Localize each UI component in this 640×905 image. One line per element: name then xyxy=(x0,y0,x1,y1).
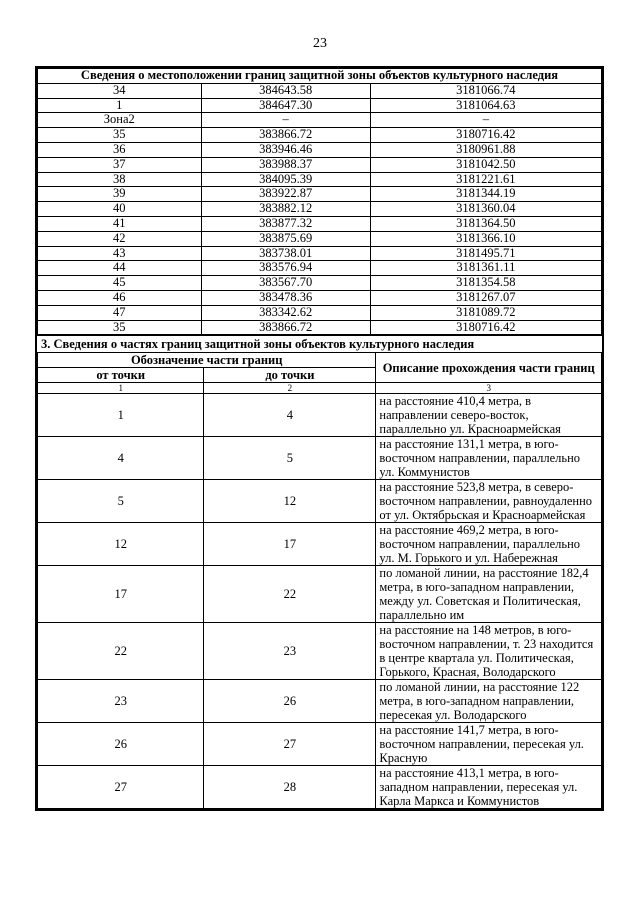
boundary-part-row xyxy=(38,680,602,723)
from-point: 5 xyxy=(38,480,204,523)
coordinates-heading: Сведения о местоположении границ защитной зоны объектов культурного наследия xyxy=(38,69,602,84)
coordinate-x: 383567.70 xyxy=(201,276,370,291)
document-table xyxy=(35,66,604,811)
coordinate-point: 42 xyxy=(38,231,202,246)
coordinate-x: 383875.69 xyxy=(201,231,370,246)
coordinate-point: 41 xyxy=(38,216,202,231)
coordinate-y: – xyxy=(370,113,601,128)
coordinate-y: 3181221.61 xyxy=(370,172,601,187)
from-point: 23 xyxy=(38,680,204,723)
coordinate-row xyxy=(38,261,602,276)
coordinate-x: 383877.32 xyxy=(201,216,370,231)
coordinate-point: 39 xyxy=(38,187,202,202)
coordinate-y: 3181495.71 xyxy=(370,246,601,261)
header-to-point: до точки xyxy=(204,368,376,383)
from-point: 12 xyxy=(38,523,204,566)
to-point: 22 xyxy=(204,566,376,623)
to-point: 4 xyxy=(204,394,376,437)
coordinate-y: 3181064.63 xyxy=(370,98,601,113)
coordinate-point: Зона2 xyxy=(38,113,202,128)
coordinate-x: 384095.39 xyxy=(201,172,370,187)
coordinate-y: 3181267.07 xyxy=(370,290,601,305)
coordinate-x: 383866.72 xyxy=(201,128,370,143)
coordinate-y: 3181354.58 xyxy=(370,276,601,291)
coordinate-point: 35 xyxy=(38,320,202,335)
to-point: 12 xyxy=(204,480,376,523)
coordinate-x: 383882.12 xyxy=(201,202,370,217)
header-boundary-designation: Обозначение части границ xyxy=(38,353,376,368)
header-from-point: от точки xyxy=(38,368,204,383)
coordinate-row xyxy=(38,113,602,128)
coordinate-y: 3181364.50 xyxy=(370,216,601,231)
coordinate-point: 36 xyxy=(38,142,202,157)
part-description: на расстояние 413,1 метра, в юго-западном направлении, пересекая ул. Карла Маркса и Коммунистов xyxy=(376,766,602,809)
coordinate-x: 383478.36 xyxy=(201,290,370,305)
from-point: 22 xyxy=(38,623,204,680)
coordinate-x: 384643.58 xyxy=(201,83,370,98)
to-point: 26 xyxy=(204,680,376,723)
coordinate-x: 383866.72 xyxy=(201,320,370,335)
coordinate-y: 3181360.04 xyxy=(370,202,601,217)
coordinate-point: 38 xyxy=(38,172,202,187)
coordinate-x: 383576.94 xyxy=(201,261,370,276)
coordinate-row xyxy=(38,246,602,261)
coordinate-row xyxy=(38,142,602,157)
part-description: на расстояние на 148 метров, в юго-восточном направлении, т. 23 находится в центре квартала ул. Политическая, Горького, Красная, Володарского xyxy=(376,623,602,680)
coordinate-point: 43 xyxy=(38,246,202,261)
coordinate-point: 44 xyxy=(38,261,202,276)
boundary-part-row xyxy=(38,766,602,809)
coordinate-x: 383922.87 xyxy=(201,187,370,202)
from-point: 26 xyxy=(38,723,204,766)
coordinate-point: 46 xyxy=(38,290,202,305)
to-point: 28 xyxy=(204,766,376,809)
part-description: на расстояние 410,4 метра, в направлении северо-восток, параллельно ул. Красноармейская xyxy=(376,394,602,437)
coordinate-y: 3180716.42 xyxy=(370,320,601,335)
part-description: на расстояние 469,2 метра, в юго-восточном направлении, параллельно ул. М. Горького и ул. Набережная xyxy=(376,523,602,566)
boundary-part-row xyxy=(38,723,602,766)
coordinate-y: 3181361.11 xyxy=(370,261,601,276)
coordinate-x: 383738.01 xyxy=(201,246,370,261)
coordinate-y: 3180961.88 xyxy=(370,142,601,157)
coordinate-point: 35 xyxy=(38,128,202,143)
boundary-part-row xyxy=(38,566,602,623)
coordinate-y: 3181366.10 xyxy=(370,231,601,246)
coordinate-row xyxy=(38,305,602,320)
from-point: 1 xyxy=(38,394,204,437)
coordinate-point: 45 xyxy=(38,276,202,291)
to-point: 17 xyxy=(204,523,376,566)
section-3-title: 3. Сведения о частях границ защитной зоны объектов культурного наследия xyxy=(37,335,602,352)
from-point: 4 xyxy=(38,437,204,480)
column-number-3: 3 xyxy=(376,383,602,394)
boundary-part-row xyxy=(38,623,602,680)
coordinate-x: 384647.30 xyxy=(201,98,370,113)
coordinate-point: 34 xyxy=(38,83,202,98)
coordinate-row xyxy=(38,157,602,172)
coordinate-row xyxy=(38,172,602,187)
coordinate-row xyxy=(38,290,602,305)
part-description: на расстояние 141,7 метра, в юго-восточном направлении, пересекая ул. Красную xyxy=(376,723,602,766)
to-point: 27 xyxy=(204,723,376,766)
coordinate-y: 3181042.50 xyxy=(370,157,601,172)
part-description: по ломаной линии, на расстояние 182,4 метра, в юго-западном направлении, между ул. Советская и Политическая, параллельно им xyxy=(376,566,602,623)
coordinate-row xyxy=(38,202,602,217)
part-description: на расстояние 131,1 метра, в юго-восточном направлении, параллельно ул. Коммунистов xyxy=(376,437,602,480)
boundary-part-row xyxy=(38,480,602,523)
coordinate-point: 37 xyxy=(38,157,202,172)
part-description: на расстояние 523,8 метра, в северо-восточном направлении, равноудаленно от ул. Октябрьская и Красноармейская xyxy=(376,480,602,523)
coordinate-x: 383342.62 xyxy=(201,305,370,320)
from-point: 17 xyxy=(38,566,204,623)
coordinate-y: 3181089.72 xyxy=(370,305,601,320)
coordinate-row xyxy=(38,231,602,246)
coordinate-point: 40 xyxy=(38,202,202,217)
from-point: 27 xyxy=(38,766,204,809)
column-number-1: 1 xyxy=(38,383,204,394)
coordinate-row xyxy=(38,216,602,231)
coordinate-y: 3181066.74 xyxy=(370,83,601,98)
boundary-part-row xyxy=(38,394,602,437)
coordinate-y: 3180716.42 xyxy=(370,128,601,143)
coordinate-row xyxy=(38,128,602,143)
boundary-parts-table xyxy=(37,352,602,809)
coordinate-x: 383988.37 xyxy=(201,157,370,172)
header-description: Описание прохождения части границ xyxy=(376,353,602,383)
coordinate-x: – xyxy=(201,113,370,128)
boundary-part-row xyxy=(38,437,602,480)
coordinate-row xyxy=(38,83,602,98)
coordinate-row xyxy=(38,276,602,291)
column-number-2: 2 xyxy=(204,383,376,394)
part-description: по ломаной линии, на расстояние 122 метра, в юго-западном направлении, пересекая ул. Володарского xyxy=(376,680,602,723)
coordinate-row xyxy=(38,98,602,113)
coordinate-point: 47 xyxy=(38,305,202,320)
coordinate-row xyxy=(38,320,602,335)
coordinate-y: 3181344.19 xyxy=(370,187,601,202)
boundary-part-row xyxy=(38,523,602,566)
coordinate-point: 1 xyxy=(38,98,202,113)
to-point: 5 xyxy=(204,437,376,480)
coordinate-row xyxy=(38,187,602,202)
coordinates-table xyxy=(37,68,602,335)
to-point: 23 xyxy=(204,623,376,680)
coordinate-x: 383946.46 xyxy=(201,142,370,157)
page-number: 23 xyxy=(313,36,327,51)
